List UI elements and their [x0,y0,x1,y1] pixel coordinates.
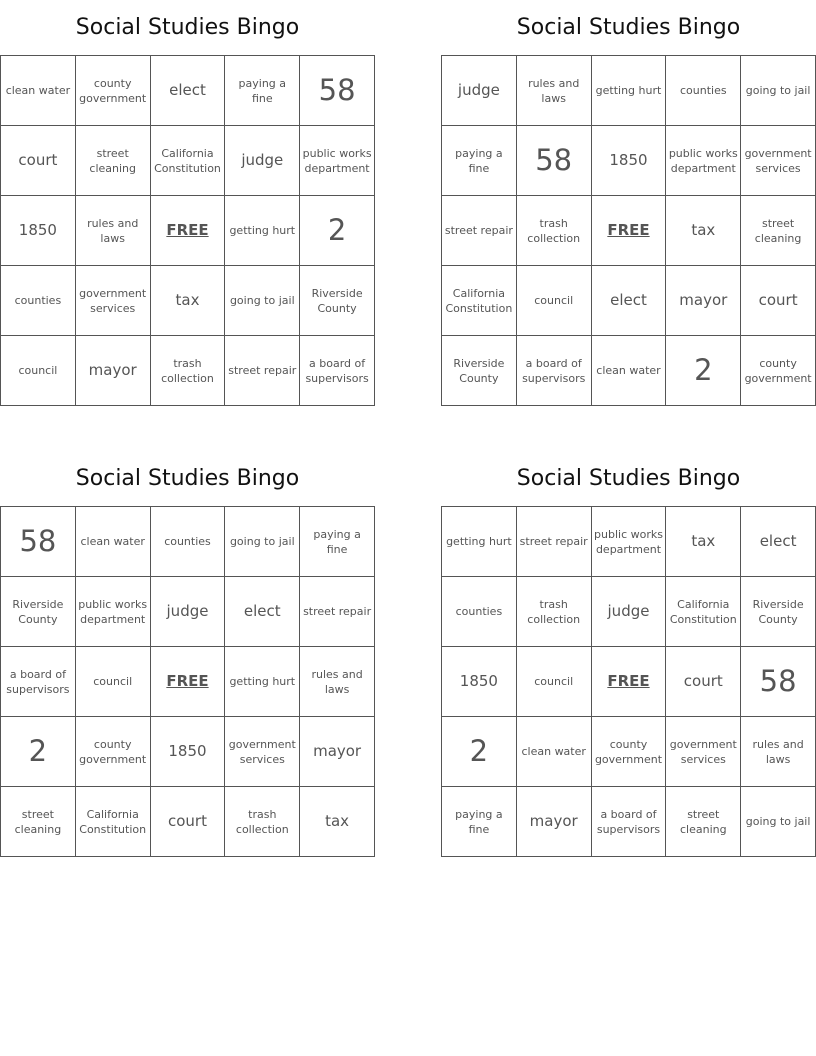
bingo-cell: going to jail [741,56,816,126]
bingo-cell: tax [666,196,741,266]
bingo-cell: a board of supervisors [300,336,375,406]
bingo-cell: a board of supervisors [592,787,667,857]
bingo-cell: mayor [300,717,375,787]
bingo-card [441,0,816,406]
bingo-cell: government services [76,266,151,336]
bingo-cell: Riverside County [1,577,76,647]
card-title: Social Studies Bingo [75,466,300,491]
bingo-cell: street cleaning [1,787,76,857]
bingo-cell: judge [592,577,667,647]
card-title: Social Studies Bingo [516,15,741,40]
bingo-cell: 1850 [442,647,517,717]
bingo-cell: California Constitution [151,126,226,196]
bingo-cell: street repair [300,577,375,647]
bingo-cell: rules and laws [300,647,375,717]
bingo-cell: counties [666,56,741,126]
bingo-cell: elect [592,266,667,336]
bingo-cell: clean water [517,717,592,787]
bingo-cell: elect [741,507,816,577]
bingo-cell: government services [741,126,816,196]
bingo-cell: mayor [666,266,741,336]
bingo-card [0,451,375,857]
bingo-cell: Riverside County [442,336,517,406]
bingo-cell: trash collection [517,196,592,266]
bingo-cell: clean water [592,336,667,406]
bingo-cell: getting hurt [442,507,517,577]
bingo-cell: clean water [76,507,151,577]
bingo-cell: paying a fine [442,787,517,857]
bingo-cell: 1850 [1,196,76,266]
bingo-cell: mayor [76,336,151,406]
bingo-cell: paying a fine [442,126,517,196]
bingo-cell: elect [151,56,226,126]
bingo-cell: judge [151,577,226,647]
bingo-cell: trash collection [151,336,226,406]
bingo-cell: council [76,647,151,717]
bingo-cell: going to jail [225,507,300,577]
bingo-cell: street repair [225,336,300,406]
bingo-cell: paying a fine [225,56,300,126]
bingo-cell: judge [442,56,517,126]
bingo-cell: California Constitution [666,577,741,647]
bingo-grid [441,55,816,406]
bingo-cell: street repair [442,196,517,266]
bingo-cell: county government [741,336,816,406]
free-space: FREE [592,647,667,717]
bingo-cell: 58 [741,647,816,717]
free-space: FREE [151,196,226,266]
bingo-grid [0,506,375,857]
bingo-cell: 2 [300,196,375,266]
bingo-cell: trash collection [225,787,300,857]
bingo-cell: Riverside County [300,266,375,336]
bingo-cell: county government [592,717,667,787]
bingo-card [0,0,375,406]
bingo-cell: 58 [300,56,375,126]
bingo-cell: court [741,266,816,336]
bingo-cell: government services [225,717,300,787]
bingo-cell: Riverside County [741,577,816,647]
bingo-cell: getting hurt [225,647,300,717]
card-title: Social Studies Bingo [75,15,300,40]
bingo-grid [441,506,816,857]
bingo-cell: street cleaning [741,196,816,266]
bingo-cell: tax [300,787,375,857]
bingo-cell: California Constitution [442,266,517,336]
bingo-cell: a board of supervisors [517,336,592,406]
bingo-cell: paying a fine [300,507,375,577]
free-space: FREE [592,196,667,266]
bingo-cell: clean water [1,56,76,126]
card-title: Social Studies Bingo [516,466,741,491]
bingo-cell: court [151,787,226,857]
bingo-cell: council [517,266,592,336]
bingo-cell: public works department [666,126,741,196]
bingo-cell: elect [225,577,300,647]
bingo-cell: rules and laws [517,56,592,126]
bingo-cell: county government [76,717,151,787]
bingo-cell: counties [1,266,76,336]
bingo-cell: going to jail [225,266,300,336]
bingo-cell: counties [151,507,226,577]
bingo-grid [0,55,375,406]
bingo-cell: 1850 [592,126,667,196]
bingo-cell: getting hurt [225,196,300,266]
bingo-cell: street repair [517,507,592,577]
bingo-cell: public works department [300,126,375,196]
bingo-cell: 58 [517,126,592,196]
bingo-cell: government services [666,717,741,787]
bingo-cell: council [1,336,76,406]
bingo-cell: court [1,126,76,196]
bingo-cell: counties [442,577,517,647]
bingo-cell: public works department [76,577,151,647]
bingo-cell: council [517,647,592,717]
bingo-cell: county government [76,56,151,126]
bingo-cell: rules and laws [76,196,151,266]
bingo-cell: California Constitution [76,787,151,857]
bingo-cell: going to jail [741,787,816,857]
free-space: FREE [151,647,226,717]
bingo-cell: 2 [666,336,741,406]
bingo-cell: mayor [517,787,592,857]
bingo-cell: judge [225,126,300,196]
bingo-cell: court [666,647,741,717]
bingo-cell: 1850 [151,717,226,787]
bingo-cell: street cleaning [76,126,151,196]
bingo-cell: a board of supervisors [1,647,76,717]
bingo-cell: 2 [1,717,76,787]
bingo-cell: public works department [592,507,667,577]
bingo-cell: rules and laws [741,717,816,787]
bingo-card [441,451,816,857]
bingo-cell: 2 [442,717,517,787]
bingo-cell: tax [666,507,741,577]
bingo-cell: 58 [1,507,76,577]
bingo-cell: street cleaning [666,787,741,857]
bingo-cell: tax [151,266,226,336]
bingo-cell: trash collection [517,577,592,647]
bingo-cell: getting hurt [592,56,667,126]
